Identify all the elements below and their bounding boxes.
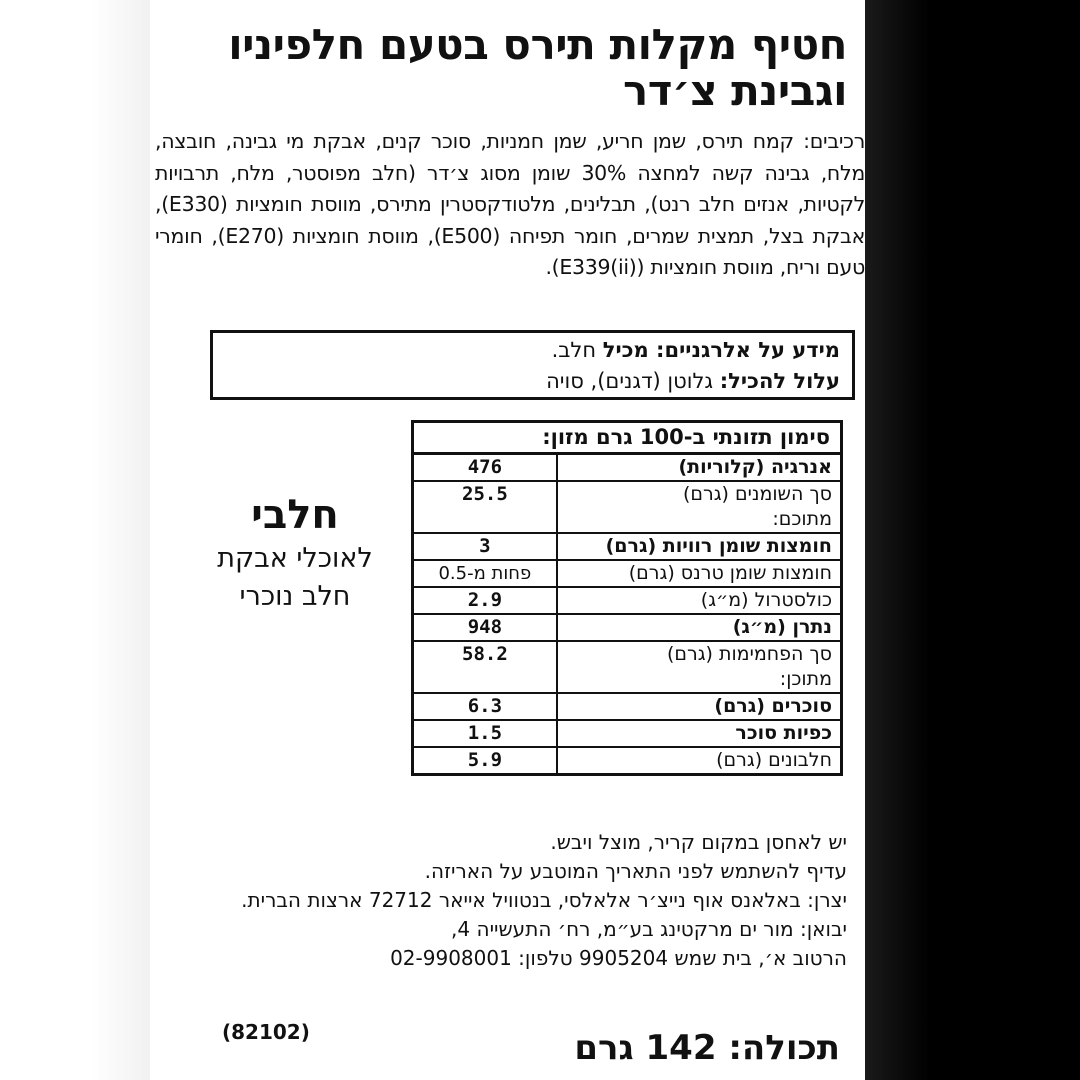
kosher-title: חלבי — [251, 492, 339, 538]
kosher-line-1: לאוכלי אבקת — [217, 543, 373, 574]
nutrient-name: סך הפחמימות (גרם) — [666, 643, 832, 665]
nutrient-value: 3 — [413, 533, 557, 560]
allergen-may-contain — [213, 366, 840, 397]
table-row — [413, 587, 842, 614]
allergen-box — [210, 330, 855, 400]
nutrient-name: נתרן (מ״ג) — [557, 614, 842, 641]
nutrient-value: 1.5 — [413, 720, 557, 747]
nutrient-name: סוכרים (גרם) — [557, 693, 842, 720]
nutrient-value: 5.9 — [413, 747, 557, 775]
nutrition-header: סימון תזונתי ב-100 גרם מזון: — [413, 422, 842, 454]
table-row — [413, 533, 842, 560]
nutrition-header-row — [413, 422, 842, 454]
nutrient-name-cell — [557, 641, 842, 693]
table-row — [413, 481, 842, 533]
kosher-stamp — [205, 490, 385, 616]
nutrient-name: חומצות שומן רוויות (גרם) — [557, 533, 842, 560]
table-row — [413, 454, 842, 482]
nutrient-value: 948 — [413, 614, 557, 641]
nutrient-name: חומצות שומן טרנס (גרם) — [557, 560, 842, 587]
nutrient-value: 58.2 — [413, 641, 557, 693]
nutrient-name-cell — [557, 481, 842, 533]
nutrient-value: 476 — [413, 454, 557, 482]
nutrient-name: חלבונים (גרם) — [557, 747, 842, 775]
net-weight: תכולה: 142 גרם — [574, 1028, 840, 1068]
nutrition-table — [411, 420, 843, 776]
nutrient-value: פחות מ-0.5 — [413, 560, 557, 587]
product-label — [150, 0, 865, 1080]
nutrient-name: אנרגיה (קלוריות) — [557, 454, 842, 482]
nutrient-value: 25.5 — [413, 481, 557, 533]
nutrient-value: 2.9 — [413, 587, 557, 614]
importer-line-1: יבואן: מור ים מרקטינג בע״מ, רח׳ התעשייה 4, — [451, 917, 847, 941]
allergen-contains — [213, 335, 840, 366]
nutrient-sub-label: מתוכן: — [779, 668, 832, 690]
allergen-contains-label: מידע על אלרגניים: מכיל — [602, 338, 840, 362]
table-row — [413, 614, 842, 641]
nutrient-name: סך השומנים (גרם) — [682, 483, 832, 505]
nutrient-name: כולסטרול (מ״ג) — [557, 587, 842, 614]
kosher-line-2: חלב נוכרי — [239, 581, 351, 612]
product-title: חטיף מקלות תירס בטעם חלפיניו וגבינת צ׳דר — [228, 20, 847, 115]
allergen-may-value: גלוטן (דגנים), סויה — [546, 369, 714, 393]
table-row — [413, 747, 842, 775]
table-row — [413, 693, 842, 720]
storage-instructions: יש לאחסן במקום קריר, מוצל ויבש. — [550, 830, 847, 854]
importer-line-2: הרטוב א׳, בית שמש 9905204 טלפון: 02-9908001 — [390, 946, 847, 970]
allergen-contains-value: חלב. — [551, 338, 597, 362]
manufacturer-info: יצרן: באלאנס אוף נייצ׳ר אלאלסי, בנטוויל אייאר 72712 ארצות הברית. — [241, 888, 847, 912]
product-code: (82102) — [222, 1020, 310, 1044]
nutrient-name: כפיות סוכר — [557, 720, 842, 747]
best-before-note: עדיף להשתמש לפני התאריך המוטבע על האריזה. — [424, 859, 847, 883]
label-left-margin — [0, 0, 150, 1080]
allergen-may-label: עלול להכיל: — [719, 369, 840, 393]
table-row — [413, 560, 842, 587]
nutrient-sub-label: מתוכם: — [772, 508, 832, 530]
producer-info — [197, 828, 847, 973]
nutrient-value: 6.3 — [413, 693, 557, 720]
table-row — [413, 641, 842, 693]
dark-background-edge — [865, 0, 1080, 1080]
table-row — [413, 720, 842, 747]
ingredients-text: רכיבים: קמח תירס, שמן חריע, שמן חמניות, סוכר קנים, אבקת מי גבינה, חובצה, מלח, גבינה קשה למחצה 30% שומן מסוג צ׳דר (חלב מפוסטר, מלח, תרבויות לקטיות, אנזים חלב רנט), תבלינים, מלטודקסטרין מתירס, מווסת חומציות (E330), אבקת בצל, תמצית שמרים, חומר תפיחה (E500), מווסת חומציות (E270), חומרי טעם וריח, מווסת חומציות (E339(ii)). — [155, 129, 865, 279]
